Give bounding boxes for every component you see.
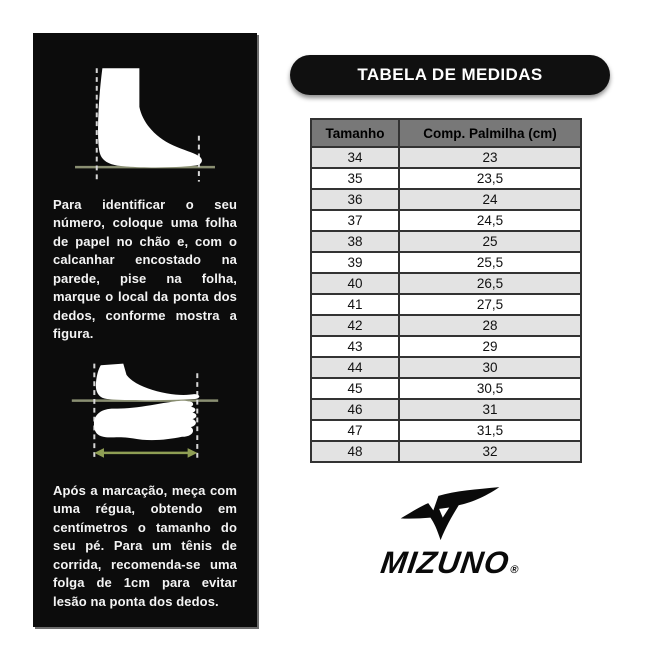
insole-cell: 26,5	[399, 273, 581, 294]
table-row	[311, 399, 581, 420]
insole-cell: 30	[399, 357, 581, 378]
table-row	[311, 441, 581, 462]
size-cell: 40	[311, 273, 399, 294]
insole-cell: 23,5	[399, 168, 581, 189]
table-row	[311, 147, 581, 168]
size-cell: 43	[311, 336, 399, 357]
table-row	[311, 210, 581, 231]
insole-cell: 28	[399, 315, 581, 336]
table-row	[311, 357, 581, 378]
size-cell: 45	[311, 378, 399, 399]
insole-cell: 31	[399, 399, 581, 420]
insole-cell: 31,5	[399, 420, 581, 441]
instruction-paragraph-2: Após a marcação, meça com uma régua, obtendo em centímetros o tamanho do seu pé. Para um tênis de corrida, recomenda-se uma folga de 1cm para evitar lesão na ponta dos dedos.	[53, 482, 237, 609]
brand-block	[288, 485, 612, 581]
size-table	[310, 118, 582, 463]
insole-cell: 23	[399, 147, 581, 168]
instruction-panel	[33, 33, 257, 627]
insole-cell: 32	[399, 441, 581, 462]
insole-cell: 25	[399, 231, 581, 252]
table-row	[311, 294, 581, 315]
title-banner	[290, 55, 610, 95]
table-row	[311, 252, 581, 273]
insole-cell: 29	[399, 336, 581, 357]
page-title: TABELA DE MEDIDAS	[357, 65, 543, 84]
insole-cell: 25,5	[399, 252, 581, 273]
foot-length-measure-icon	[52, 362, 238, 468]
insole-cell: 30,5	[399, 378, 581, 399]
column-header-insole: Comp. Palmilha (cm)	[399, 119, 581, 147]
size-cell: 37	[311, 210, 399, 231]
table-row	[311, 336, 581, 357]
insole-cell: 24,5	[399, 210, 581, 231]
size-cell: 36	[311, 189, 399, 210]
table-row	[311, 315, 581, 336]
table-row	[311, 189, 581, 210]
table-row	[311, 420, 581, 441]
table-row	[311, 231, 581, 252]
size-cell: 39	[311, 252, 399, 273]
registered-mark: ®	[509, 564, 520, 576]
instruction-paragraph-1: Para identificar o seu número, coloque uma folha de papel no chão e, com o calcanhar encostado na parede, pise na folha, marque o local da ponta dos dedos, conforme mostra a figura.	[53, 197, 237, 342]
foot-side-measure-icon	[52, 65, 238, 184]
size-chart-column	[288, 33, 612, 581]
size-cell: 47	[311, 420, 399, 441]
size-cell: 35	[311, 168, 399, 189]
table-header-row	[311, 119, 581, 147]
size-cell: 48	[311, 441, 399, 462]
mizuno-wordmark	[378, 545, 521, 581]
table-row	[311, 168, 581, 189]
size-cell: 44	[311, 357, 399, 378]
insole-cell: 27,5	[399, 294, 581, 315]
size-cell: 42	[311, 315, 399, 336]
size-cell: 38	[311, 231, 399, 252]
brand-name: MIZUNO	[378, 545, 512, 580]
size-cell: 41	[311, 294, 399, 315]
insole-cell: 24	[399, 189, 581, 210]
table-row	[311, 273, 581, 294]
column-header-size: Tamanho	[311, 119, 399, 147]
table-row	[311, 378, 581, 399]
size-cell: 34	[311, 147, 399, 168]
mizuno-runbird-icon	[379, 485, 521, 543]
size-cell: 46	[311, 399, 399, 420]
